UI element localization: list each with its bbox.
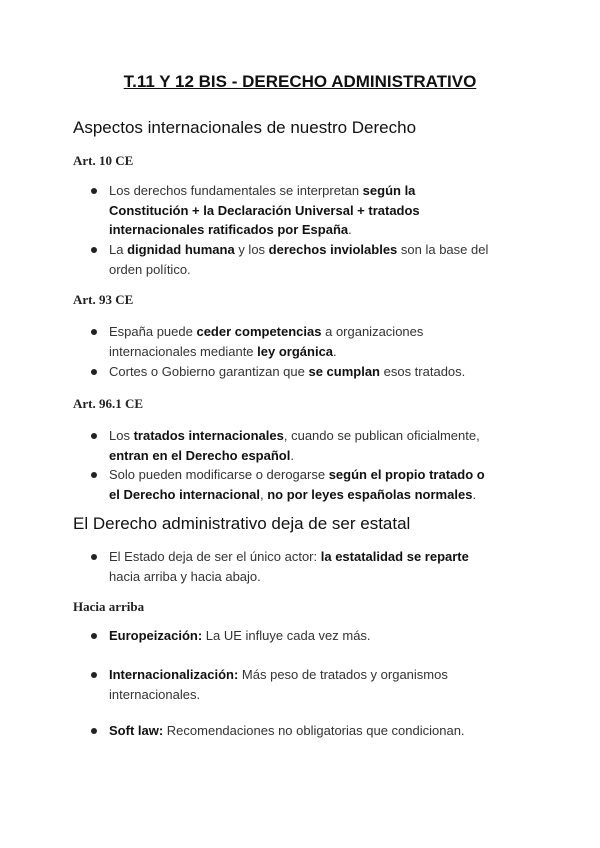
- list-item-art93-2: Cortes o Gobierno garantizan que se cumplan esos tratados.: [109, 364, 466, 379]
- list-item-estatalidad: El Estado deja de ser el único actor: la estatalidad se reparte hacia arriba y hacia abajo.: [109, 549, 469, 584]
- bullet-icon: [91, 472, 97, 478]
- list-item-art10-2: La dignidad humana y los derechos inviolables son la base del orden político.: [109, 242, 489, 277]
- list-item-soft-law: Soft law: Recomendaciones no obligatorias que condicionan.: [109, 723, 465, 738]
- subheading-art-10: Art. 10 CE: [73, 153, 134, 168]
- section-heading-aspectos: Aspectos internacionales de nuestro Derecho: [73, 118, 417, 137]
- list-item-art961-1: Los tratados internacionales, cuando se publican oficialmente, entran en el Derecho español.: [109, 428, 480, 463]
- bullet-icon: [91, 554, 97, 560]
- list-item-internacionalizacion: Internacionalización: Más peso de tratados y organismos internacionales.: [109, 667, 448, 702]
- bullet-icon: [91, 672, 97, 678]
- list-item-europeizacion: Europeización: La UE influye cada vez más.: [109, 628, 371, 643]
- bullet-icon: [91, 633, 97, 639]
- list-item-art93-1: España puede ceder competencias a organizaciones internacionales mediante ley orgánica.: [109, 324, 424, 359]
- subheading-art-96-1: Art. 96.1 CE: [73, 396, 144, 411]
- subheading-art-93: Art. 93 CE: [73, 292, 134, 307]
- bullet-icon: [91, 188, 97, 194]
- section-heading-derecho-administrativo: El Derecho administrativo deja de ser estatal: [73, 514, 411, 533]
- list-item-art961-2: Solo pueden modificarse o derogarse según el propio tratado o el Derecho internacional, no por leyes españolas normales.: [109, 467, 485, 502]
- bullet-icon: [91, 247, 97, 253]
- bullet-icon: [91, 369, 97, 375]
- document-title: T.11 Y 12 BIS - DERECHO ADMINISTRATIVO: [123, 72, 477, 91]
- subheading-hacia-arriba: Hacia arriba: [73, 599, 145, 614]
- bullet-icon: [91, 433, 97, 439]
- bullet-icon: [91, 329, 97, 335]
- list-item-art10-1: Los derechos fundamentales se interpretan según la Constitución + la Declaración Universal + tratados internacionales ratificados por España.: [109, 183, 420, 237]
- bullet-icon: [91, 728, 97, 734]
